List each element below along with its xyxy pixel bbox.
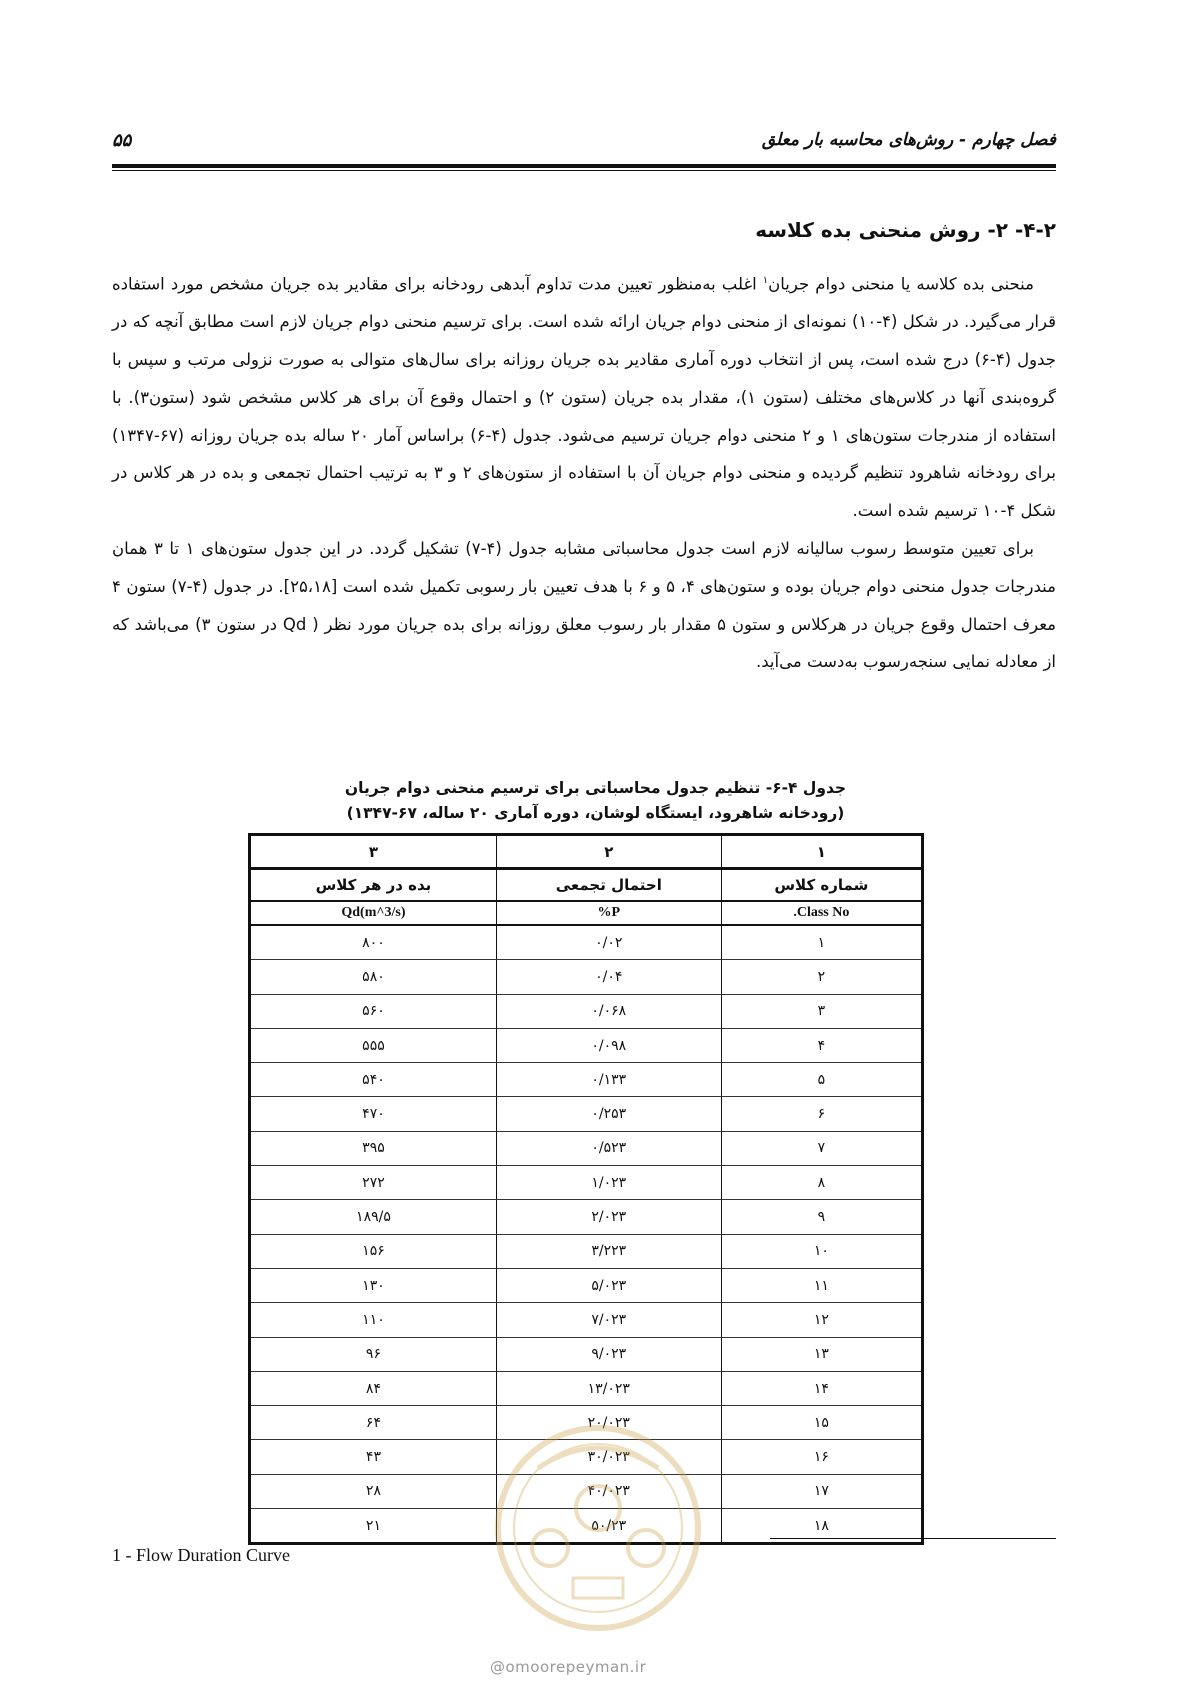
table-cell: ۳۰/۰۲۳	[496, 1440, 721, 1474]
body-text	[112, 262, 1056, 681]
table-cell: ۵۶۰	[250, 994, 497, 1028]
table-cell: ۳۹۵	[250, 1131, 497, 1165]
paragraph-1-rest: اغلب به‌منظور تعیین مدت تداوم آبدهی رودخانه برای مقادیر بده جریان مشخص مورد استفاده قرار می‌گیرد. در شکل (۴-۱۰) نمونه‌ای از منحنی دوام جریان ارائه شده است. برای ترسیم منحنی دوام جریان لازم است مطابق آنچه که در جدول (۴-۶) درج شده است، پس از انتخاب دوره آماری مقادیر بده جریان روزانه برای سال‌های متوالی به صورت نزولی مرتب و سپس با گروه‌بندی آنها در کلاس‌های مختلف (ستون ۱)، مقدار بده جریان (ستون ۲) و احتمال وقوع آن برای هر کلاس مشخص شود (ستون۳). با استفاده از مندرجات ستون‌های ۱ و ۲ منحنی دوام جریان ترسیم می‌شود. جدول (۴-۶) براساس آمار ۲۰ ساله بده جریان روزانه (۶۷-۱۳۴۷) برای رودخانه شاهرود تنظیم گردیده و منحنی دوام جریان آن با استفاده از ستون‌های ۲ و ۳ به ترتیب احتمال تجمعی و بده در هر کلاس در شکل ۴-۱۰ ترسیم شده است.	[112, 274, 1056, 521]
table-cell: ۵۸۰	[250, 960, 497, 994]
table-caption-line-2: (رودخانه شاهرود، ایستگاه لوشان، دوره آماری ۲۰ ساله، ۶۷-۱۳۴۷)	[346, 804, 845, 822]
table-column-numbers	[250, 835, 923, 869]
table-cell: ۱۲	[721, 1303, 922, 1337]
table-cell: ۱۱	[721, 1268, 922, 1302]
column-title: بده در هر کلاس	[250, 869, 497, 902]
watermark-site: @omoorepeyman.ir	[490, 1658, 647, 1676]
table-row	[250, 925, 923, 960]
table-row	[250, 1028, 923, 1062]
table-cell: ۵۰/۲۳	[496, 1509, 721, 1544]
table-row	[250, 1166, 923, 1200]
table-row	[250, 960, 923, 994]
table-cell: ۰/۲۵۳	[496, 1097, 721, 1131]
table-row	[250, 1303, 923, 1337]
page-header	[112, 128, 1056, 158]
column-unit: Qd(m^3/s)	[250, 901, 497, 925]
table-cell: ۰/۱۳۳	[496, 1063, 721, 1097]
table-cell: ۱۶	[721, 1440, 922, 1474]
column-title: شماره کلاس	[721, 869, 922, 902]
footnote-separator	[770, 1538, 1056, 1539]
table-cell: ۳/۲۲۳	[496, 1234, 721, 1268]
table-cell: ۸	[721, 1166, 922, 1200]
footnote: 1 - Flow Duration Curve	[112, 1545, 290, 1565]
table-cell: ۰/۵۲۳	[496, 1131, 721, 1165]
table-cell: ۰/۰۶۸	[496, 994, 721, 1028]
column-title: احتمال تجمعی	[496, 869, 721, 902]
table-cell: ۶۴	[250, 1406, 497, 1440]
paragraph-1-start: منحنی بده کلاسه یا منحنی دوام جریان	[768, 274, 1034, 294]
table-cell: ۷/۰۲۳	[496, 1303, 721, 1337]
table-row	[250, 1337, 923, 1371]
table-cell: ۲/۰۲۳	[496, 1200, 721, 1234]
table-cell: ۴۳	[250, 1440, 497, 1474]
table-cell: ۱۱۰	[250, 1303, 497, 1337]
table-cell: ۴۰/۰۲۳	[496, 1474, 721, 1508]
table-row	[250, 1063, 923, 1097]
table-cell: ۱۴	[721, 1371, 922, 1405]
table-cell: ۱/۰۲۳	[496, 1166, 721, 1200]
table-caption	[250, 776, 941, 826]
table-cell: ۲۸	[250, 1474, 497, 1508]
table-cell: ۴	[721, 1028, 922, 1062]
column-number: ۲	[496, 835, 721, 869]
table-cell: ۶	[721, 1097, 922, 1131]
table-cell: ۸۴	[250, 1371, 497, 1405]
table-row	[250, 1200, 923, 1234]
table-cell: ۹۶	[250, 1337, 497, 1371]
table-cell: ۱۳/۰۲۳	[496, 1371, 721, 1405]
watermark-logo-icon	[478, 1388, 718, 1668]
table-cell: ۴۷۰	[250, 1097, 497, 1131]
table-cell: ۲۱	[250, 1509, 497, 1544]
table-cell: ۲۰/۰۲۳	[496, 1406, 721, 1440]
table-cell: ۵/۰۲۳	[496, 1268, 721, 1302]
table-row	[250, 1097, 923, 1131]
table-cell: ۵۴۰	[250, 1063, 497, 1097]
table-cell: ۰/۰۲	[496, 925, 721, 960]
table-cell: ۱۳۰	[250, 1268, 497, 1302]
table-cell: ۹/۰۲۳	[496, 1337, 721, 1371]
table-cell: ۰/۰۴	[496, 960, 721, 994]
table-column-units	[250, 901, 923, 925]
column-unit: P%	[496, 901, 721, 925]
header-rule-thin	[112, 170, 1056, 171]
chapter-title: فصل چهارم - روش‌های محاسبه بار معلق	[761, 130, 1056, 150]
table-cell: ۱۳	[721, 1337, 922, 1371]
table-caption-line-1: جدول ۴-۶- تنظیم جدول محاسباتی برای ترسیم منحنی دوام جریان	[344, 779, 847, 797]
paragraph-2: برای تعیین متوسط رسوب سالیانه لازم است جدول محاسباتی مشابه جدول (۴-۷) تشکیل گردد. در این جدول ستون‌های ۱ تا ۳ همان مندرجات جدول منحنی دوام جریان بوده و ستون‌های ۴، ۵ و ۶ با هدف تعیین بار رسوبی تکمیل شده است [۲۵،۱۸]. در جدول (۴-۷) ستون ۴ معرف احتمال وقوع جریان در هرکلاس و ستون ۵ مقدار بار رسوب معلق روزانه برای بده جریان مورد نظر ( Qd در ستون ۳) می‌باشد که از معادله نمایی سنجه‌رسوب به‌دست می‌آید.	[112, 539, 1056, 672]
table-cell: ۸۰۰	[250, 925, 497, 960]
table-row	[250, 994, 923, 1028]
page-number: ۵۵	[112, 130, 132, 151]
table-row	[250, 1234, 923, 1268]
table-cell: ۱۸	[721, 1509, 922, 1544]
table-row	[250, 1268, 923, 1302]
header-rule	[112, 164, 1056, 168]
paragraph-1	[112, 262, 1056, 530]
table-cell: ۷	[721, 1131, 922, 1165]
table-cell: ۲۷۲	[250, 1166, 497, 1200]
table-cell: ۵	[721, 1063, 922, 1097]
column-number: ۱	[721, 835, 922, 869]
table-cell: ۱۷	[721, 1474, 922, 1508]
column-unit: Class No.	[721, 901, 922, 925]
table-cell: ۰/۰۹۸	[496, 1028, 721, 1062]
table-cell: ۱۸۹/۵	[250, 1200, 497, 1234]
column-number: ۳	[250, 835, 497, 869]
table-cell: ۵۵۵	[250, 1028, 497, 1062]
table-cell: ۹	[721, 1200, 922, 1234]
table-cell: ۱۵۶	[250, 1234, 497, 1268]
table-cell: ۳	[721, 994, 922, 1028]
table-cell: ۱۰	[721, 1234, 922, 1268]
table-cell: ۱۵	[721, 1406, 922, 1440]
section-title: ۴-۲- ۲- روش منحنی بده کلاسه	[755, 218, 1056, 242]
table-cell: ۲	[721, 960, 922, 994]
footnote-marker[interactable]: ۱	[762, 275, 769, 286]
table-column-titles	[250, 869, 923, 902]
table-row	[250, 1131, 923, 1165]
table-cell: ۱	[721, 925, 922, 960]
